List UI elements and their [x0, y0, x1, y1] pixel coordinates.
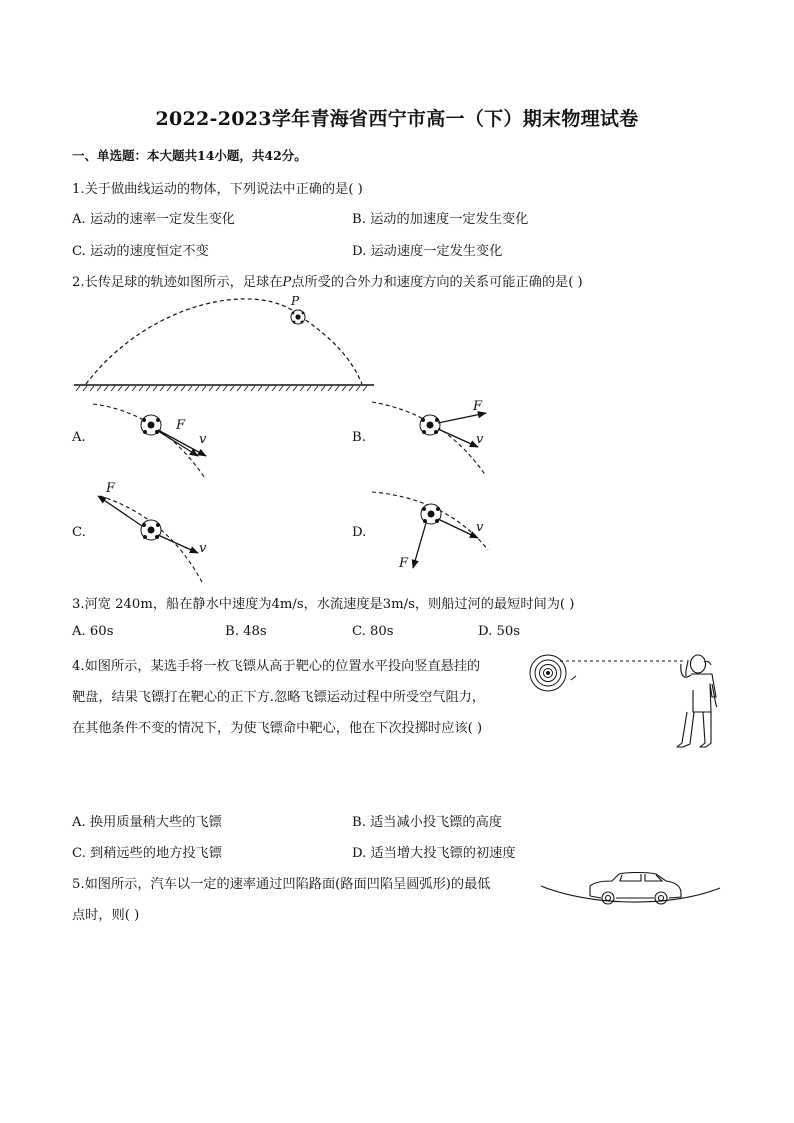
q2-point-label: P — [291, 294, 300, 308]
soccer-ball-icon — [291, 310, 305, 324]
q2-a-velocity-label: v — [199, 432, 207, 447]
q4-option-b: B. 适当减小投飞镖的高度 — [352, 815, 502, 830]
q4-option-c: C. 到稍远些的地方投飞镖 — [72, 846, 222, 861]
soccer-ball-icon — [141, 415, 161, 435]
question-5-line-1: 5.如图所示，汽车以一定的速率通过凹陷路面(路面凹陷呈圆弧形)的最低 — [72, 877, 491, 892]
q1-option-b: B. 运动的加速度一定发生变化 — [352, 212, 529, 227]
q2-stem-var: P — [282, 275, 292, 290]
question-5-line-2: 点时，则( ) — [72, 908, 140, 923]
dartboard-icon — [530, 655, 576, 691]
q2-option-d: D. — [352, 525, 367, 540]
q2-b-force-label: F — [473, 399, 483, 414]
q2-c-force-label: F — [106, 481, 116, 496]
q2-option-c: C. — [72, 525, 86, 540]
q2-d-velocity-label: v — [476, 520, 484, 535]
q2-option-a: A. — [72, 430, 86, 445]
q1-option-d: D. 运动速度一定发生变化 — [352, 244, 503, 259]
soccer-ball-icon — [420, 415, 440, 435]
q3-option-d: D. 50s — [478, 624, 521, 639]
question-1-stem: 1.关于做曲线运动的物体，下列说法中正确的是( ) — [72, 182, 363, 197]
q2-a-force-label: F — [176, 418, 186, 433]
dart-thrower-figure — [677, 655, 717, 747]
question-4-line-1: 4.如图所示，某选手将一枚飞镖从高于靶心的位置水平投向竖直悬挂的 — [72, 659, 481, 674]
soccer-ball-icon — [421, 504, 441, 524]
q4-option-d: D. 适当增大投飞镖的初速度 — [352, 846, 516, 861]
question-3-stem: 3.河宽 240m，船在静水中速度为4m/s，水流速度是3m/s，则船过河的最短时间为( ) — [72, 597, 575, 612]
question-4-line-2: 靶盘，结果飞镖打在靶心的正下方.忽略飞镖运动过程中所受空气阻力， — [72, 690, 486, 705]
q3-option-b: B. 48s — [225, 624, 267, 639]
q1-option-a: A. 运动的速率一定发生变化 — [72, 212, 235, 227]
q4-option-a: A. 换用质量稍大些的飞镖 — [72, 815, 222, 830]
q2-stem-pre: 2.长传足球的轨迹如图所示，足球在 — [72, 275, 283, 290]
question-4-line-3: 在其他条件不变的情况下，为使飞镖命中靶心，他在下次投掷时应该( ) — [72, 721, 483, 736]
page-title: 2022-2023学年青海省西宁市高一（下）期末物理试卷 — [155, 108, 639, 130]
q2-stem-post: 点所受的合外力和速度方向的关系可能正确的是( ) — [291, 275, 583, 290]
soccer-ball-icon — [141, 520, 161, 540]
q3-option-a: A. 60s — [72, 624, 114, 639]
q1-option-c: C. 运动的速度恒定不变 — [72, 244, 209, 259]
q3-option-c: C. 80s — [352, 624, 394, 639]
q2-c-velocity-label: v — [199, 541, 207, 556]
q2-d-force-label: F — [399, 556, 409, 571]
q2-b-velocity-label: v — [476, 432, 484, 447]
q2-option-b: B. — [352, 430, 366, 445]
car-icon — [590, 873, 681, 905]
section-heading: 一、单选题：本大题共14小题，共42分。 — [72, 148, 307, 163]
